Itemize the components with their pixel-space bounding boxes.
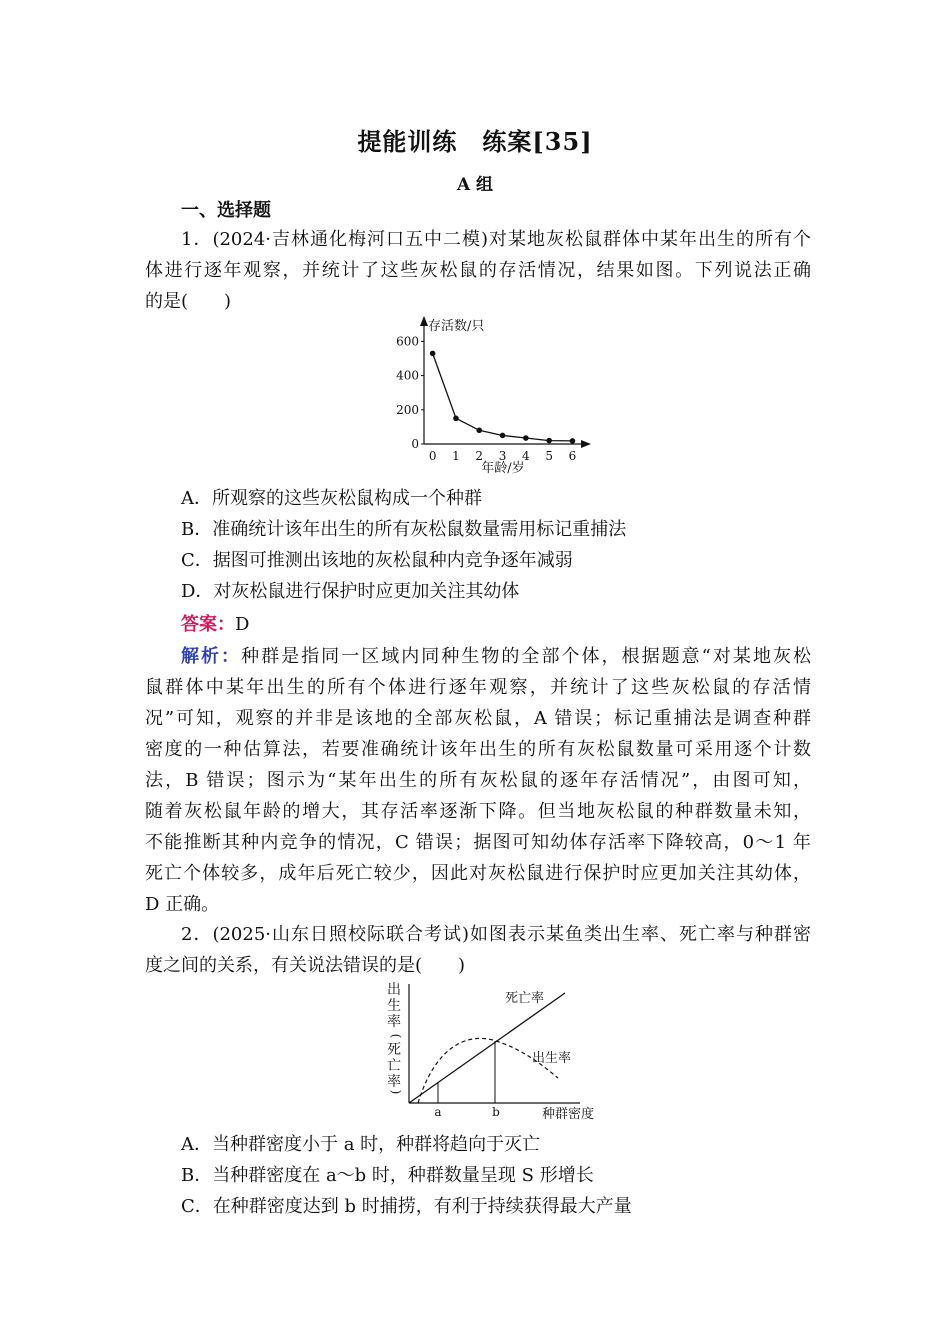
x-tick-label: 4 (522, 449, 530, 463)
q1-stem-line: 体进行逐年观察，并统计了这些灰松鼠的存活情况，结果如图。下列说法正确 (145, 260, 811, 281)
explanation-text: 种群是指同一区域内同种生物的全部个体，根据题意“对某地灰松 (241, 646, 811, 667)
y-axis-label: 存活数/只 (428, 319, 485, 334)
q1-explanation-line: 死亡个体较多，成年后死亡较少，因此对灰松鼠进行保护时应更加关注其幼体， (145, 863, 811, 884)
x-tick-label: 3 (498, 449, 507, 463)
x-tick-a: a (434, 1105, 442, 1119)
y-tick-label: 0 (411, 437, 419, 451)
y-axis-label-char: ) (389, 1089, 403, 1095)
q1-option-a: A．所观察的这些灰松鼠构成一个种群 (181, 488, 482, 509)
answer-label: 答案： (181, 614, 235, 635)
q2-option-a: A．当种群密度小于 a 时，种群将趋向于灭亡 (181, 1134, 541, 1155)
q1-explanation-line: 密度的一种估算法，若要准确统计该年出生的所有灰松鼠数量可采用逐个计数 (145, 739, 811, 760)
death-rate-line (409, 993, 565, 1103)
section-heading: 一、选择题 (181, 200, 271, 221)
y-axis-label-char: 亡 (387, 1058, 401, 1074)
series-line (433, 353, 573, 441)
data-point (430, 351, 436, 357)
chart-axes (420, 316, 591, 448)
x-tick-label: 0 (428, 449, 437, 463)
page-title: 提能训练 练案[35] (357, 127, 593, 156)
x-tick-label: 2 (475, 449, 484, 463)
q1-stem-line: 1．(2024·吉林通化梅河口五中二模)对某地灰松鼠群体中某年出生的所有个 (181, 229, 811, 250)
y-axis-label-char: 出 (387, 982, 401, 998)
q1-explanation-line: D 正确。 (145, 894, 220, 915)
q2-stem-line: 度之间的关系，有关说法错误的是( ) (145, 955, 466, 976)
explanation-label: 解析： (181, 646, 242, 667)
q2-stem-line: 2．(2025·山东日照校际联合考试)如图表示某鱼类出生率、死亡率与种群密 (181, 924, 811, 945)
q1-option-b: B．准确统计该年出生的所有灰松鼠数量需用标记重捕法 (181, 519, 627, 540)
y-axis-label-char: ( (389, 1033, 403, 1039)
x-tick-label: 6 (568, 449, 577, 463)
x-axis-label: 年龄/岁 (481, 461, 525, 476)
q2-rate-density-chart (380, 978, 620, 1128)
y-tick-label: 400 (396, 368, 419, 383)
group-label: A 组 (456, 175, 494, 195)
q1-option-c: C．据图可推测出该地的灰松鼠种内竞争逐年减弱 (181, 550, 573, 571)
q1-answer (181, 610, 249, 640)
q1-explanation-line: 鼠群体中某年出生的所有个体进行逐年观察，并统计了这些灰松鼠的存活情 (145, 677, 811, 698)
x-tick-label: 1 (452, 449, 460, 463)
x-axis-arrow (581, 440, 591, 448)
x-tick-b: b (492, 1105, 500, 1119)
q1-explanation-line: 法，B 错误；图示为“某年出生的所有灰松鼠的逐年存活情况”，由图可知， (145, 770, 811, 791)
x-tick-label: 5 (545, 449, 553, 463)
y-axis-arrow (420, 316, 428, 326)
data-point (476, 428, 482, 434)
answer-value: D (235, 614, 250, 635)
x-axis-label: 种群密度 (541, 1107, 595, 1122)
q1-explanation-line: 不能推断其种内竞争的情况，C 错误；据图可知幼体存活率下降较高，0～1 年 (145, 832, 811, 853)
y-axis-label-char: 率 (387, 1014, 401, 1030)
y-axis-label-char: 死 (387, 1042, 401, 1058)
q2-option-b: B．当种群密度在 a～b 时，种群数量呈现 S 形增长 (181, 1165, 594, 1186)
data-point (453, 416, 459, 422)
data-point (523, 435, 529, 441)
birth-rate-label: 出生率 (532, 1051, 572, 1066)
q1-explanation-line (181, 642, 811, 672)
q1-explanation-line: 况”可知，观察的并非是该地的全部灰松鼠，A 错误；标记重捕法是调查种群 (145, 708, 811, 729)
y-tick-label: 200 (396, 402, 419, 417)
q1-explanation-line: 随着灰松鼠年龄的增大，其存活率逐渐下降。但当地灰松鼠的种群数量未知， (145, 801, 811, 822)
q1-survival-chart (385, 312, 605, 477)
death-rate-label: 死亡率 (505, 991, 545, 1006)
q1-option-d: D．对灰松鼠进行保护时应更加关注其幼体 (181, 581, 520, 602)
q1-stem-line: 的是( ) (145, 291, 232, 312)
data-point (500, 433, 506, 439)
y-axis-label-char: 生 (387, 998, 401, 1014)
y-axis-label-char: 率 (387, 1074, 401, 1090)
q2-option-c: C．在种群密度达到 b 时捕捞，有利于持续获得最大产量 (181, 1196, 632, 1217)
data-point (546, 438, 552, 444)
y-tick-label: 600 (396, 334, 419, 349)
data-point (570, 438, 576, 444)
